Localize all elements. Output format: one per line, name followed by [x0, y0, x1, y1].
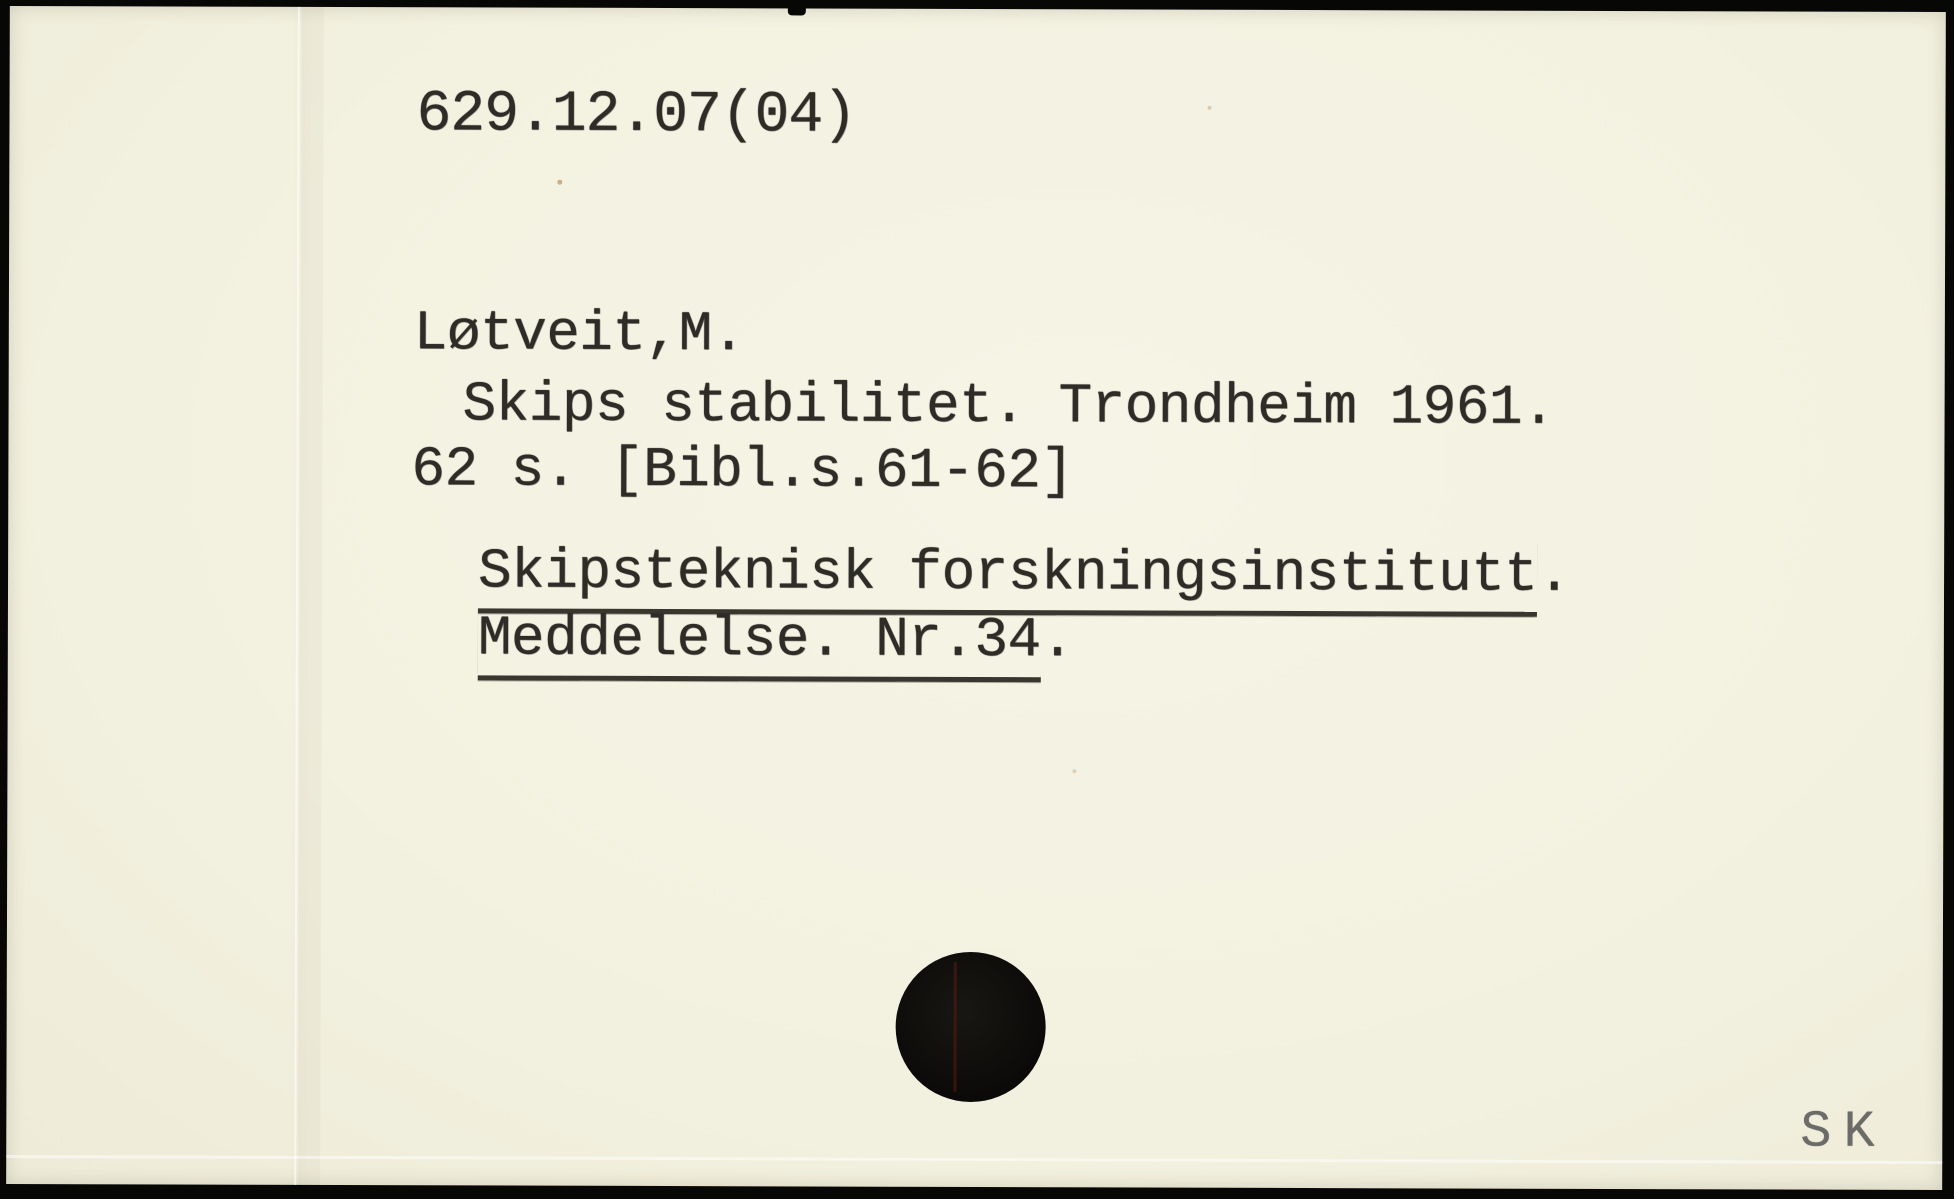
author-line: Løtveit,M. [413, 301, 745, 367]
collation-line: 62 s. [Bibl.s.61-62] [411, 437, 1074, 504]
title-line: Skips stabilitet. Trondheim 1961. [462, 372, 1556, 440]
catalog-card [6, 6, 1946, 1190]
series-title-underlined: Skipsteknisk forskningsinstitutt [478, 539, 1538, 616]
series-title-suffix: . [1537, 542, 1571, 607]
paper-speck [1208, 106, 1212, 110]
paper-speck [557, 180, 562, 185]
hole-punch [895, 952, 1045, 1102]
series-number-underlined: Meddelelse. Nr.34 [478, 606, 1041, 682]
vertical-crease-shadow [298, 7, 324, 1185]
classification-number: 629.12.07(04) [416, 82, 857, 149]
paper-speck [1072, 769, 1076, 773]
bottom-crease-line [6, 1155, 1942, 1164]
corner-initials: SK [1800, 1102, 1887, 1162]
top-edge-notch [788, 6, 806, 15]
series-number-line [477, 606, 1074, 673]
series-title-line [477, 539, 1571, 607]
hole-scan-artifact-line [953, 962, 956, 1092]
series-number-suffix: . [1040, 608, 1074, 673]
